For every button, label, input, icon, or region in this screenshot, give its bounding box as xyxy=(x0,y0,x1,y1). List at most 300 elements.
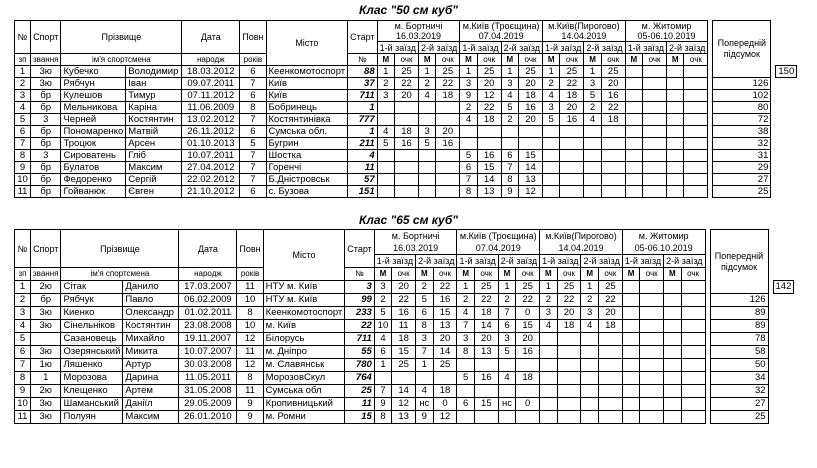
cell-result: 0 xyxy=(516,307,540,320)
cell-num: 6 xyxy=(15,346,31,359)
cell-first-name: Арсен xyxy=(126,138,182,150)
comp-3-place: м.Київ(Пирогово) xyxy=(545,231,617,241)
cell-result: 10 xyxy=(374,320,391,333)
cell-result: 4 xyxy=(416,385,433,398)
cell-start: 25 xyxy=(345,385,374,398)
cell-result xyxy=(392,372,416,385)
hdr-years-sub: років xyxy=(237,268,263,281)
cell-dob: 29.05.2009 xyxy=(179,398,237,411)
cell-result-empty xyxy=(643,186,667,198)
cell-result: 20 xyxy=(436,126,460,138)
hdr-race1: 1-й заїзд xyxy=(622,255,663,268)
hdr-years: Повн xyxy=(237,230,263,268)
cell-start: 211 xyxy=(348,138,377,150)
cell-result-empty xyxy=(664,385,681,398)
cell-total: 78 xyxy=(710,333,768,346)
table-row xyxy=(15,78,797,90)
cell-last-name: Озерянський xyxy=(61,346,123,359)
class-50-title: Клас "50 см куб" xyxy=(359,3,458,17)
cell-last-name: Черней xyxy=(61,114,126,126)
cell-result xyxy=(584,174,601,186)
cell-result: 3 xyxy=(581,307,598,320)
cell-result: 15 xyxy=(392,346,416,359)
cell-start: 3 xyxy=(345,281,374,294)
table-row xyxy=(15,333,794,346)
hdr-place-m: М xyxy=(667,54,684,66)
cell-result-empty xyxy=(643,138,667,150)
cell-result xyxy=(601,126,625,138)
cell-result xyxy=(557,372,581,385)
cell-num: 5 xyxy=(15,333,31,346)
cell-result xyxy=(601,162,625,174)
cell-result xyxy=(560,186,584,198)
hdr-race2: 2-й заїзд xyxy=(416,255,457,268)
cell-result-empty xyxy=(684,162,708,174)
cell-result-empty xyxy=(667,186,684,198)
hdr-start-sub: № xyxy=(345,268,374,281)
cell-result: 5 xyxy=(498,346,515,359)
cell-result: 4 xyxy=(581,320,598,333)
cell-result: 12 xyxy=(477,90,501,102)
results-table-65 xyxy=(14,229,794,424)
hdr-place-m: М xyxy=(374,268,391,281)
cell-result xyxy=(581,372,598,385)
cell-first-name: Тимур xyxy=(126,90,182,102)
comp-2-place: м.Київ (Троєщина) xyxy=(459,231,537,241)
cell-result-empty xyxy=(640,294,664,307)
cell-result: 3 xyxy=(374,281,391,294)
cell-result: 22 xyxy=(601,102,625,114)
table-row xyxy=(15,307,794,320)
hdr-points: очк xyxy=(516,268,540,281)
cell-start: 88 xyxy=(348,66,377,78)
hdr-dob-sub: народж xyxy=(179,268,237,281)
cell-result-empty xyxy=(622,281,639,294)
cell-result xyxy=(498,359,515,372)
cell-start: 764 xyxy=(345,372,374,385)
table-row xyxy=(15,385,794,398)
cell-result-empty xyxy=(640,411,664,424)
cell-city: Бугрин xyxy=(266,138,348,150)
hdr-start-sub: № xyxy=(348,54,377,66)
cell-years: 8 xyxy=(237,372,263,385)
cell-result: 8 xyxy=(416,320,433,333)
cell-result xyxy=(598,333,622,346)
cell-result: 12 xyxy=(519,186,543,198)
cell-result xyxy=(519,138,543,150)
cell-result: 12 xyxy=(392,398,416,411)
cell-result: 1 xyxy=(584,66,601,78)
cell-result: 7 xyxy=(457,320,474,333)
cell-last-name: Полуян xyxy=(61,411,123,424)
cell-num: 4 xyxy=(15,102,31,114)
cell-result xyxy=(474,385,498,398)
cell-rank: бр xyxy=(31,138,61,150)
cell-result-empty xyxy=(643,150,667,162)
cell-first-name: Максим xyxy=(126,162,182,174)
cell-first-name: Павло xyxy=(123,294,179,307)
hdr-start: Старт xyxy=(345,230,374,268)
hdr-name-sub: ім'я спортсмена xyxy=(61,54,182,66)
cell-result xyxy=(557,333,581,346)
hdr-num-sub: зп xyxy=(15,54,31,66)
comp-4-date: 05-06.10.2019 xyxy=(634,243,693,253)
cell-city: Шостка xyxy=(266,150,348,162)
cell-first-name: Максим xyxy=(123,411,179,424)
cell-result: 2 xyxy=(457,294,474,307)
cell-rank xyxy=(31,333,61,346)
cell-result xyxy=(436,150,460,162)
cell-result-empty xyxy=(664,411,681,424)
cell-result xyxy=(598,411,622,424)
cell-result xyxy=(395,174,419,186)
cell-city: Кеенкомотоспорт xyxy=(266,66,348,78)
table-row xyxy=(15,320,794,333)
table-row xyxy=(15,186,797,198)
cell-result: 16 xyxy=(395,138,419,150)
class-65-title: Клас "65 см куб" xyxy=(359,213,458,227)
hdr-num: № xyxy=(15,230,31,268)
cell-result-empty xyxy=(643,66,667,78)
cell-result: 22 xyxy=(557,294,581,307)
cell-result xyxy=(540,346,557,359)
cell-result: 8 xyxy=(457,346,474,359)
cell-num: 6 xyxy=(15,126,31,138)
cell-num: 11 xyxy=(15,186,31,198)
comp-3-place: м.Київ(Пирогово) xyxy=(548,21,620,31)
cell-result: 8 xyxy=(501,174,518,186)
cell-total: 38 xyxy=(713,126,771,138)
hdr-race1: 1-й заїзд xyxy=(457,255,498,268)
cell-years: 6 xyxy=(240,90,266,102)
cell-result: 15 xyxy=(474,398,498,411)
cell-result: 3 xyxy=(584,78,601,90)
cell-city: Бобринець xyxy=(266,102,348,114)
hdr-comp-4 xyxy=(622,230,705,255)
cell-start: 780 xyxy=(345,359,374,372)
cell-result xyxy=(457,359,474,372)
cell-rank: 3ю xyxy=(31,307,61,320)
cell-result xyxy=(395,102,419,114)
cell-first-name: Каріна xyxy=(126,102,182,114)
cell-result-empty xyxy=(625,174,642,186)
cell-result: 7 xyxy=(416,346,433,359)
cell-city: Сумська обл xyxy=(263,385,345,398)
cell-result xyxy=(543,186,560,198)
cell-result: 2 xyxy=(543,78,560,90)
cell-result-empty xyxy=(667,90,684,102)
cell-dob: 01.02.2011 xyxy=(179,307,237,320)
cell-result-empty xyxy=(622,398,639,411)
cell-result: 2 xyxy=(374,294,391,307)
cell-first-name: Іван xyxy=(126,78,182,90)
cell-result-empty xyxy=(684,186,708,198)
cell-years: 11 xyxy=(237,385,263,398)
cell-result: 18 xyxy=(474,307,498,320)
cell-result xyxy=(584,186,601,198)
cell-result: 25 xyxy=(433,359,457,372)
cell-result xyxy=(477,126,501,138)
cell-result-empty xyxy=(681,307,705,320)
cell-result xyxy=(560,150,584,162)
cell-result-empty xyxy=(625,78,642,90)
cell-rank: 1ю xyxy=(31,359,61,372)
hdr-place-m: М xyxy=(501,54,518,66)
cell-result-empty xyxy=(681,372,705,385)
cell-result: 1 xyxy=(501,66,518,78)
cell-result xyxy=(477,138,501,150)
cell-result xyxy=(474,359,498,372)
cell-result: 8 xyxy=(374,411,391,424)
comp-4-date: 05-06.10.2019 xyxy=(637,31,696,41)
cell-total: 150 xyxy=(776,66,797,78)
cell-result: 18 xyxy=(601,114,625,126)
cell-result: 2 xyxy=(418,78,435,90)
cell-result-empty xyxy=(622,346,639,359)
hdr-place-m: М xyxy=(498,268,515,281)
cell-start: 22 xyxy=(345,320,374,333)
cell-result: 18 xyxy=(598,320,622,333)
comp-2-date: 07.04.2019 xyxy=(478,31,524,41)
hdr-dob: Дата xyxy=(182,21,240,54)
cell-years: 8 xyxy=(240,102,266,114)
cell-result xyxy=(540,398,557,411)
hdr-race2: 2-й заїзд xyxy=(581,255,622,268)
cell-total: 32 xyxy=(713,138,771,150)
cell-result: 25 xyxy=(557,281,581,294)
cell-start: 99 xyxy=(345,294,374,307)
cell-result: 5 xyxy=(377,138,394,150)
hdr-place-m: М xyxy=(457,268,474,281)
cell-start: 711 xyxy=(345,333,374,346)
cell-result: 2 xyxy=(581,294,598,307)
cell-result: 16 xyxy=(433,294,457,307)
hdr-years: Повн xyxy=(240,21,266,54)
cell-result xyxy=(540,359,557,372)
cell-total: 80 xyxy=(713,102,771,114)
hdr-rank: Спорт xyxy=(31,230,61,268)
cell-result-empty xyxy=(625,114,642,126)
cell-city: Київ xyxy=(266,90,348,102)
cell-result: 3 xyxy=(501,78,518,90)
cell-last-name: Булатов xyxy=(61,162,126,174)
hdr-points: очк xyxy=(681,268,705,281)
cell-result-empty xyxy=(640,398,664,411)
table-row xyxy=(15,90,797,102)
cell-result: 5 xyxy=(416,294,433,307)
hdr-race1: 1-й заїзд xyxy=(625,42,666,54)
cell-result: 3 xyxy=(540,307,557,320)
cell-result-empty xyxy=(625,162,642,174)
cell-result-empty xyxy=(681,359,705,372)
cell-years: 7 xyxy=(240,78,266,90)
hdr-race1: 1-й заїзд xyxy=(377,42,418,54)
cell-dob: 27.04.2012 xyxy=(182,162,240,174)
table-row xyxy=(15,114,797,126)
cell-result: 20 xyxy=(474,333,498,346)
cell-years: 7 xyxy=(240,174,266,186)
hdr-rank-sub: звання xyxy=(31,54,61,66)
cell-result-empty xyxy=(684,102,708,114)
hdr-points: очк xyxy=(560,54,584,66)
cell-result xyxy=(374,372,391,385)
cell-result xyxy=(418,162,435,174)
cell-city: НТУ м. Київ xyxy=(263,294,345,307)
cell-result-empty xyxy=(640,333,664,346)
cell-result-empty xyxy=(625,126,642,138)
hdr-name-sub: ім'я спортсмена xyxy=(61,268,179,281)
cell-first-name: Матвій xyxy=(126,126,182,138)
hdr-points: очк xyxy=(392,268,416,281)
cell-result: 7 xyxy=(498,307,515,320)
hdr-points: очк xyxy=(684,54,708,66)
cell-city: м. Київ xyxy=(263,320,345,333)
cell-result xyxy=(498,385,515,398)
cell-start: 777 xyxy=(348,114,377,126)
cell-result-empty xyxy=(622,372,639,385)
cell-result: 3 xyxy=(418,126,435,138)
hdr-city: Місто xyxy=(266,21,348,66)
cell-result: 7 xyxy=(501,162,518,174)
cell-start: 1 xyxy=(348,126,377,138)
cell-last-name: Рябчук xyxy=(61,294,123,307)
cell-result: 4 xyxy=(543,90,560,102)
cell-dob: 11.06.2009 xyxy=(182,102,240,114)
cell-result: 1 xyxy=(418,66,435,78)
cell-start: 11 xyxy=(348,162,377,174)
comp-1-date: 16.03.2019 xyxy=(395,31,441,41)
cell-result: 25 xyxy=(598,281,622,294)
cell-total: 89 xyxy=(710,320,768,333)
cell-city: Костянтинівка xyxy=(266,114,348,126)
cell-result: 16 xyxy=(474,372,498,385)
cell-result-empty xyxy=(684,126,708,138)
cell-total: 50 xyxy=(710,359,768,372)
cell-first-name: Артем xyxy=(123,385,179,398)
hdr-points: очк xyxy=(474,268,498,281)
cell-result: 7 xyxy=(460,174,477,186)
cell-result xyxy=(516,411,540,424)
cell-result xyxy=(416,372,433,385)
cell-years: 12 xyxy=(237,359,263,372)
comp-4-place: м. Житомир xyxy=(638,231,689,241)
cell-result: 8 xyxy=(460,186,477,198)
hdr-place-m: М xyxy=(664,268,681,281)
cell-result: 13 xyxy=(477,186,501,198)
cell-result: 1 xyxy=(540,281,557,294)
cell-result xyxy=(377,102,394,114)
cell-rank: бр xyxy=(31,102,61,114)
cell-result xyxy=(436,162,460,174)
hdr-points: очк xyxy=(601,54,625,66)
cell-result-empty xyxy=(667,138,684,150)
comp-2-date: 07.04.2019 xyxy=(475,243,521,253)
cell-result: 9 xyxy=(460,90,477,102)
table-row xyxy=(15,162,797,174)
cell-result-empty xyxy=(684,114,708,126)
cell-result: 2 xyxy=(584,102,601,114)
cell-total: 34 xyxy=(710,372,768,385)
cell-result: 18 xyxy=(433,385,457,398)
cell-first-name: Сергій xyxy=(126,174,182,186)
cell-result: 25 xyxy=(516,281,540,294)
cell-result: 16 xyxy=(392,307,416,320)
cell-result-empty xyxy=(681,320,705,333)
cell-city: м. Ромни xyxy=(263,411,345,424)
hdr-name: Прізвище xyxy=(61,230,179,268)
cell-dob: 11.05.2011 xyxy=(179,372,237,385)
results-table-50 xyxy=(14,20,797,198)
cell-last-name: Шаманський xyxy=(61,398,123,411)
hdr-place-m: М xyxy=(543,54,560,66)
hdr-place-m: М xyxy=(625,54,642,66)
cell-last-name: Ляшенко xyxy=(61,359,123,372)
cell-result: 12 xyxy=(433,411,457,424)
hdr-place-m: М xyxy=(377,54,394,66)
cell-years: 7 xyxy=(240,114,266,126)
cell-total: 89 xyxy=(710,307,768,320)
cell-dob: 26.11.2012 xyxy=(182,126,240,138)
cell-result xyxy=(460,138,477,150)
cell-result xyxy=(516,359,540,372)
hdr-race1: 1-й заїзд xyxy=(540,255,581,268)
cell-last-name: Клещенко xyxy=(61,385,123,398)
cell-result-empty xyxy=(681,385,705,398)
cell-result: 2 xyxy=(498,294,515,307)
hdr-race2: 2-й заїзд xyxy=(501,42,542,54)
cell-rank: 3ю xyxy=(31,66,61,78)
cell-result: 22 xyxy=(598,294,622,307)
cell-num: 9 xyxy=(15,385,31,398)
cell-result xyxy=(581,398,598,411)
cell-result xyxy=(436,174,460,186)
cell-result xyxy=(436,186,460,198)
cell-result: 1 xyxy=(416,359,433,372)
cell-rank: бр xyxy=(31,126,61,138)
cell-dob: 01.10.2013 xyxy=(182,138,240,150)
cell-result: 4 xyxy=(374,333,391,346)
cell-num: 8 xyxy=(15,150,31,162)
cell-result: 18 xyxy=(392,333,416,346)
cell-result: 13 xyxy=(392,411,416,424)
cell-result: 6 xyxy=(416,307,433,320)
table-row xyxy=(15,126,797,138)
cell-last-name: Морозова xyxy=(61,372,123,385)
cell-num: 5 xyxy=(15,114,31,126)
cell-result-empty xyxy=(664,398,681,411)
cell-result xyxy=(601,138,625,150)
hdr-dob: Дата xyxy=(179,230,237,268)
cell-result xyxy=(540,333,557,346)
hdr-place-m: М xyxy=(540,268,557,281)
hdr-comp-2 xyxy=(460,21,543,42)
cell-result xyxy=(560,174,584,186)
cell-last-name: Мельникова xyxy=(61,102,126,114)
cell-rank: 3ю xyxy=(31,346,61,359)
cell-result: 4 xyxy=(501,90,518,102)
cell-num: 10 xyxy=(15,398,31,411)
hdr-race2: 2-й заїзд xyxy=(584,42,625,54)
cell-result: 22 xyxy=(560,78,584,90)
cell-dob: 31.05.2008 xyxy=(179,385,237,398)
cell-total: 72 xyxy=(713,114,771,126)
cell-last-name: Федоренко xyxy=(61,174,126,186)
cell-rank: 1 xyxy=(31,372,61,385)
hdr-points: очк xyxy=(640,268,664,281)
cell-result-empty xyxy=(684,138,708,150)
cell-result xyxy=(560,138,584,150)
cell-years: 11 xyxy=(237,281,263,294)
